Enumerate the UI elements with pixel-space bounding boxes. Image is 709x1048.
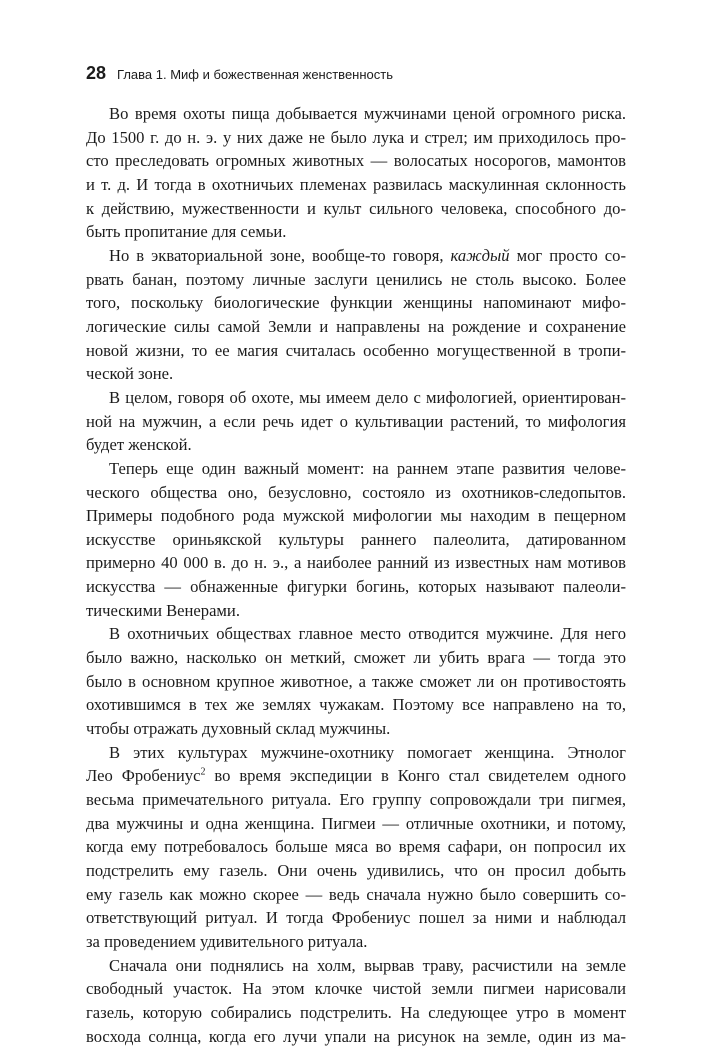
text-line: охотившимся в тех же землях чужакам. Поэтому все направлено на то, — [86, 695, 626, 715]
text-line: Во время охоты пища добывается мужчинами ценой огромного риска. — [109, 104, 626, 123]
text-line: Теперь еще один важный момент: на раннем этапе развития челове- — [109, 458, 626, 478]
text-line: было важно, насколько он меткий, сможет ли убить врага — тогда это — [86, 648, 626, 668]
text-line: чтобы отражать духовный склад мужчины. — [86, 719, 391, 739]
text-line: свободный участок. На этом клочке чистой земли пигмеи нарисовали — [86, 979, 626, 999]
text-line: быть пропитание для семьи. — [86, 222, 287, 242]
text-line: В этих культурах мужчине-охотнику помогает женщина. Этнолог — [109, 742, 626, 762]
text-line: подстрелить ему газель. Они очень удивились, что он просил добыть — [86, 861, 626, 880]
text-line: того, поскольку биологические функции женщины напоминают мифо- — [86, 293, 626, 313]
text-line: логические силы самой Земли и направлены на рождение и сохранение — [86, 316, 626, 336]
page-number: 28 — [86, 63, 107, 83]
text-line — [86, 764, 626, 788]
text-line: Сначала они поднялись на холм, вырвав траву, расчистили на земле — [109, 955, 626, 975]
text-line: В целом, говоря об охоте, мы имеем дело с мифологией, ориентирован- — [109, 387, 626, 407]
text-line: искусства — обнаженные фигурки богинь, которых называют палеоли- — [86, 577, 626, 597]
emphasized-word: каждый — [450, 245, 510, 265]
text-line: сто преследовать огромных животных — волосатых носорогов, мамонтов — [86, 151, 626, 171]
line-text: мог просто со- — [516, 245, 626, 265]
text-line: ему газель как можно скорее — ведь сначала нужно было совершить со- — [86, 884, 626, 904]
text-line: ной на мужчин, а если речь идет о культивации растений, то мифология — [86, 411, 626, 431]
text-line: Примеры подобного рода мужской мифологии мы находим в пещерном — [86, 506, 626, 526]
running-head — [86, 63, 393, 87]
text-line: примерно 40 000 в. до н. э., а наиболее ранний из известных нам мотивов — [86, 553, 626, 573]
chapter-title: Глава 1. Миф и божественная женственность — [117, 67, 393, 82]
text-line: ответствующий ритуал. И тогда Фробениус пошел за ними и наблюдал — [86, 908, 626, 928]
text-line: искусстве ориньякской культуры раннего палеолита, датированном — [86, 529, 626, 549]
text-line: восхода солнца, когда его лучи упали на рисунок на земле, один из ма- — [86, 1026, 626, 1046]
text-line: весьма примечательного ритуала. Его группу сопровождали три пигмея, — [86, 790, 626, 810]
text-line — [86, 244, 626, 268]
text-line: за проведением удивительного ритуала. — [86, 931, 368, 951]
text-line: два мужчины и одна женщина. Пигмеи — отличные охотники, и потому, — [86, 813, 626, 833]
line-text: Но в экваториальной зоне, вообще-то говоря, — [109, 245, 444, 265]
text-line: было в основном крупное животное, а также сможет ли он противостоять — [86, 671, 626, 691]
paragraph — [86, 741, 626, 954]
line-text: во время экспедиции в Конго стал свидетелем одного — [205, 766, 626, 786]
text-line: новой жизни, то ее магия считалась особенно могущественной в тропи- — [86, 340, 626, 360]
text-line: газель, которую собирались подстрелить. На следующее утро в момент — [86, 1002, 626, 1022]
text-line: ческого общества оно, безусловно, состояло из охотников-следопытов. — [86, 482, 626, 502]
paragraph — [86, 244, 626, 386]
text-line: будет женской. — [86, 435, 192, 455]
paragraph — [86, 102, 626, 244]
body-text — [86, 102, 626, 1048]
text-line: и т. д. И тогда в охотничьих племенах развилась маскулинная склонность — [86, 174, 626, 194]
text-line: к действию, мужественности и культ сильного человека, способного до- — [86, 198, 626, 218]
paragraph — [86, 457, 626, 623]
footnote-marker[interactable]: 2 — [200, 766, 206, 778]
line-text: Лео Фробениус — [86, 766, 201, 786]
text-line: До 1500 г. до н. э. у них даже не было лука и стрел; им приходилось про- — [86, 127, 626, 147]
text-line: ческой зоне. — [86, 364, 174, 384]
text-line: В охотничьих обществах главное место отводится мужчине. Для него — [109, 624, 626, 644]
paragraph — [86, 386, 626, 457]
text-line: тическими Венерами. — [86, 600, 240, 620]
text-line: рвать банан, поэтому личные заслуги ценились не столь высоко. Более — [86, 269, 626, 289]
text-line: когда ему потребовалось больше мяса во время сафари, он попросил их — [86, 837, 626, 857]
paragraph — [86, 622, 626, 740]
